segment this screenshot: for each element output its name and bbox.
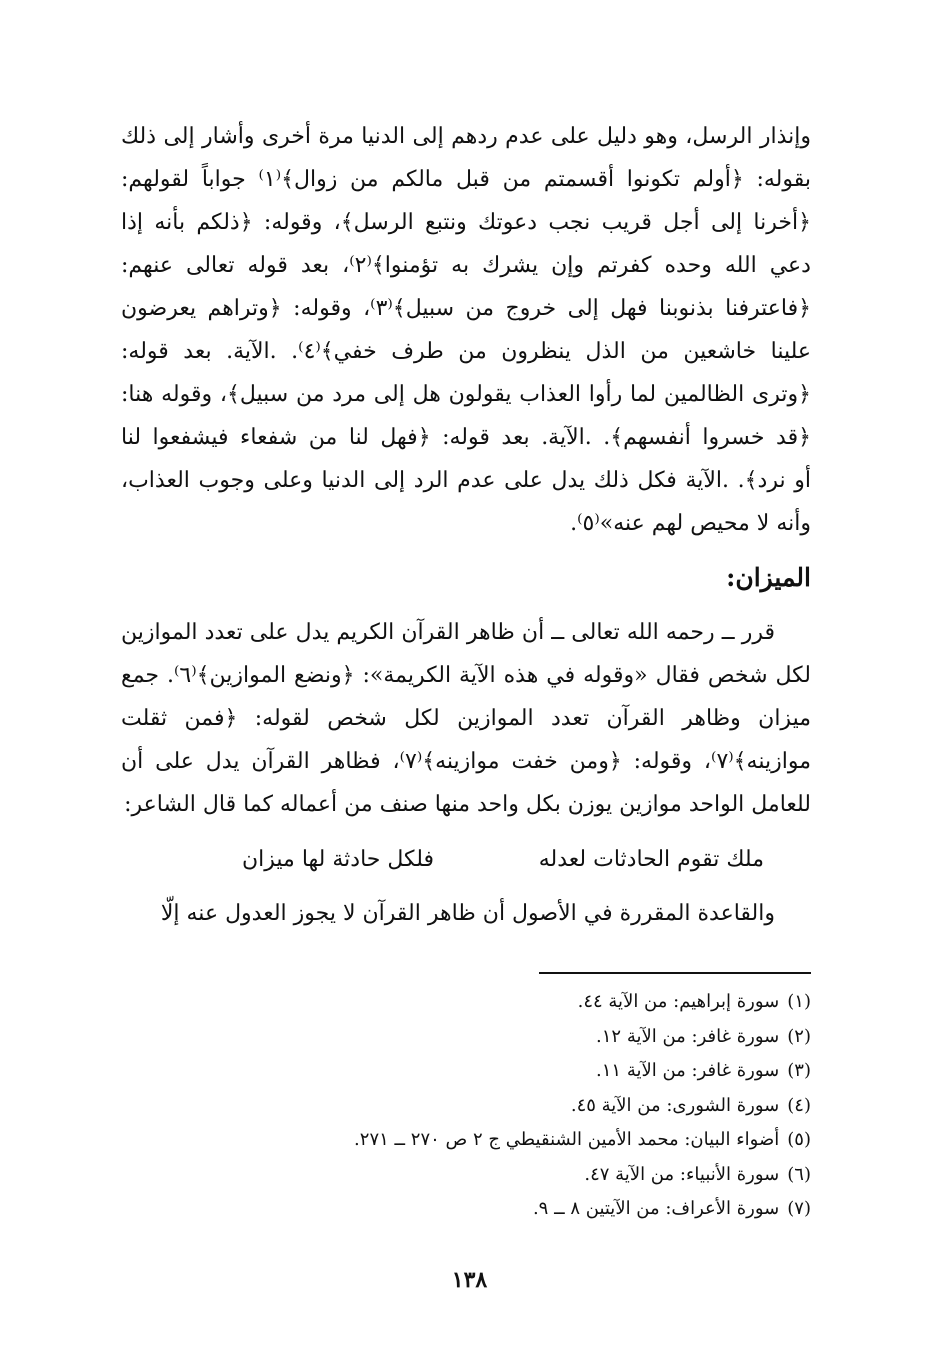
- footnotes-list: [211, 985, 811, 1227]
- text-line: أو نرد﴾. .الآية فكل ذلك يدل على عدم الرد إلى الدنيا وعلى وجوب العذاب،: [121, 468, 811, 493]
- footnote-text: سورة إبراهيم: من الآية ٤٤.: [577, 991, 780, 1012]
- footnote-item: [211, 1192, 811, 1227]
- text-line: والقاعدة المقررة في الأصول أن ظاهر القرآن لا يجوز العدول عنه إلّا: [160, 901, 775, 926]
- footnote-number: (٧): [787, 1198, 811, 1219]
- footnote-number: (١): [787, 991, 811, 1012]
- paragraph-mizan: [121, 611, 811, 826]
- text-line: دعي الله وحده كفرتم وإن يشرك به تؤمنوا﴾⁽٢⁾، بعد قوله تعالى عنهم:: [121, 253, 811, 278]
- text-line: قرر ــ رحمه الله تعالى ــ أن ظاهر القرآن الكريم يدل على تعدد الموازين: [121, 620, 775, 645]
- footnote-item: [211, 985, 811, 1020]
- section-heading: الميزان:: [726, 563, 811, 592]
- footnote-number: (٣): [787, 1060, 811, 1081]
- footnote-item: [211, 1020, 811, 1055]
- footnote-text: سورة الأنبياء: من الآية ٤٧.: [584, 1163, 780, 1185]
- verse-first-hemistich: ملك تقوم الحادثات لعدله: [538, 847, 764, 872]
- footnote-separator: [539, 972, 811, 974]
- text-line: ﴿أخرنا إلى أجل قريب نجب دعوتك ونتبع الرسل﴾، وقوله: ﴿ذلكم بأنه إذا: [121, 210, 811, 235]
- text-line: وأنه لا محيص لهم عنه»⁽٥⁾.: [570, 511, 811, 536]
- footnote-number: (٢): [787, 1025, 811, 1047]
- footnote-text: أضواء البيان: محمد الأمين الشنقيطي ج ٢ ص ٢٧٠ ــ ٢٧١.: [354, 1129, 780, 1150]
- paragraph-rule: [121, 892, 811, 935]
- footnote-number: (٦): [787, 1163, 811, 1185]
- verse-second-hemistich: فلكل حادثة لها ميزان: [242, 847, 434, 872]
- paragraph-intro: [121, 115, 811, 545]
- footnote-text: سورة غافر: من الآية ١١.: [596, 1060, 780, 1081]
- footnote-item: [211, 1158, 811, 1193]
- text-line: ﴿وترى الظالمين لما رأوا العذاب يقولون هل إلى مرد من سبيل﴾، وقوله هنا:: [121, 382, 811, 407]
- text-line: ﴿فاعترفنا بذنوبنا فهل إلى خروج من سبيل﴾⁽٣⁾، وقوله: ﴿وتراهم يعرضون: [121, 296, 811, 321]
- text-line: لكل شخص فقال «وقوله في هذه الآية الكريمة»: ﴿ونضع الموازين﴾⁽٦⁾. جمع: [121, 663, 811, 688]
- footnote-number: (٥): [787, 1129, 811, 1150]
- text-line: للعامل الواحد موازين يوزن بكل واحد منها صنف من أعماله كما قال الشاعر:: [124, 792, 811, 817]
- footnote-text: سورة غافر: من الآية ١٢.: [596, 1025, 780, 1047]
- text-line: وإنذار الرسل، وهو دليل على عدم ردهم إلى الدنيا مرة أخرى وأشار إلى ذلك: [121, 124, 811, 149]
- poetry-verse: [164, 840, 764, 880]
- footnote-item: [211, 1123, 811, 1158]
- footnote-item: [211, 1089, 811, 1124]
- footnote-text: سورة الشورى: من الآية ٤٥.: [570, 1094, 780, 1116]
- text-line: موازينه﴾⁽٧⁾، وقوله: ﴿ومن خفت موازينه﴾⁽٧⁾، فظاهر القرآن يدل على أن: [121, 749, 811, 774]
- footnote-item: [211, 1054, 811, 1089]
- footnote-text: سورة الأعراف: من الآيتين ٨ ــ ٩.: [532, 1198, 780, 1219]
- footnote-number: (٤): [787, 1094, 811, 1116]
- text-line: ﴿قد خسروا أنفسهم﴾. .الآية. بعد قوله: ﴿فهل لنا من شفعاء فيشفعوا لنا: [121, 425, 811, 450]
- text-line: بقوله: ﴿أولم تكونوا أقسمتم من قبل مالكم من زوال﴾⁽١⁾ جواباً لقولهم:: [121, 167, 811, 192]
- page-number: ١٣٨: [451, 1267, 488, 1293]
- text-line: علينا خاشعين من الذل ينظرون من طرف خفي﴾⁽٤⁾. .الآية. بعد قوله:: [121, 339, 811, 364]
- text-line: ميزان وظاهر القرآن تعدد الموازين لكل شخص لقوله: ﴿فمن ثقلت: [121, 706, 811, 731]
